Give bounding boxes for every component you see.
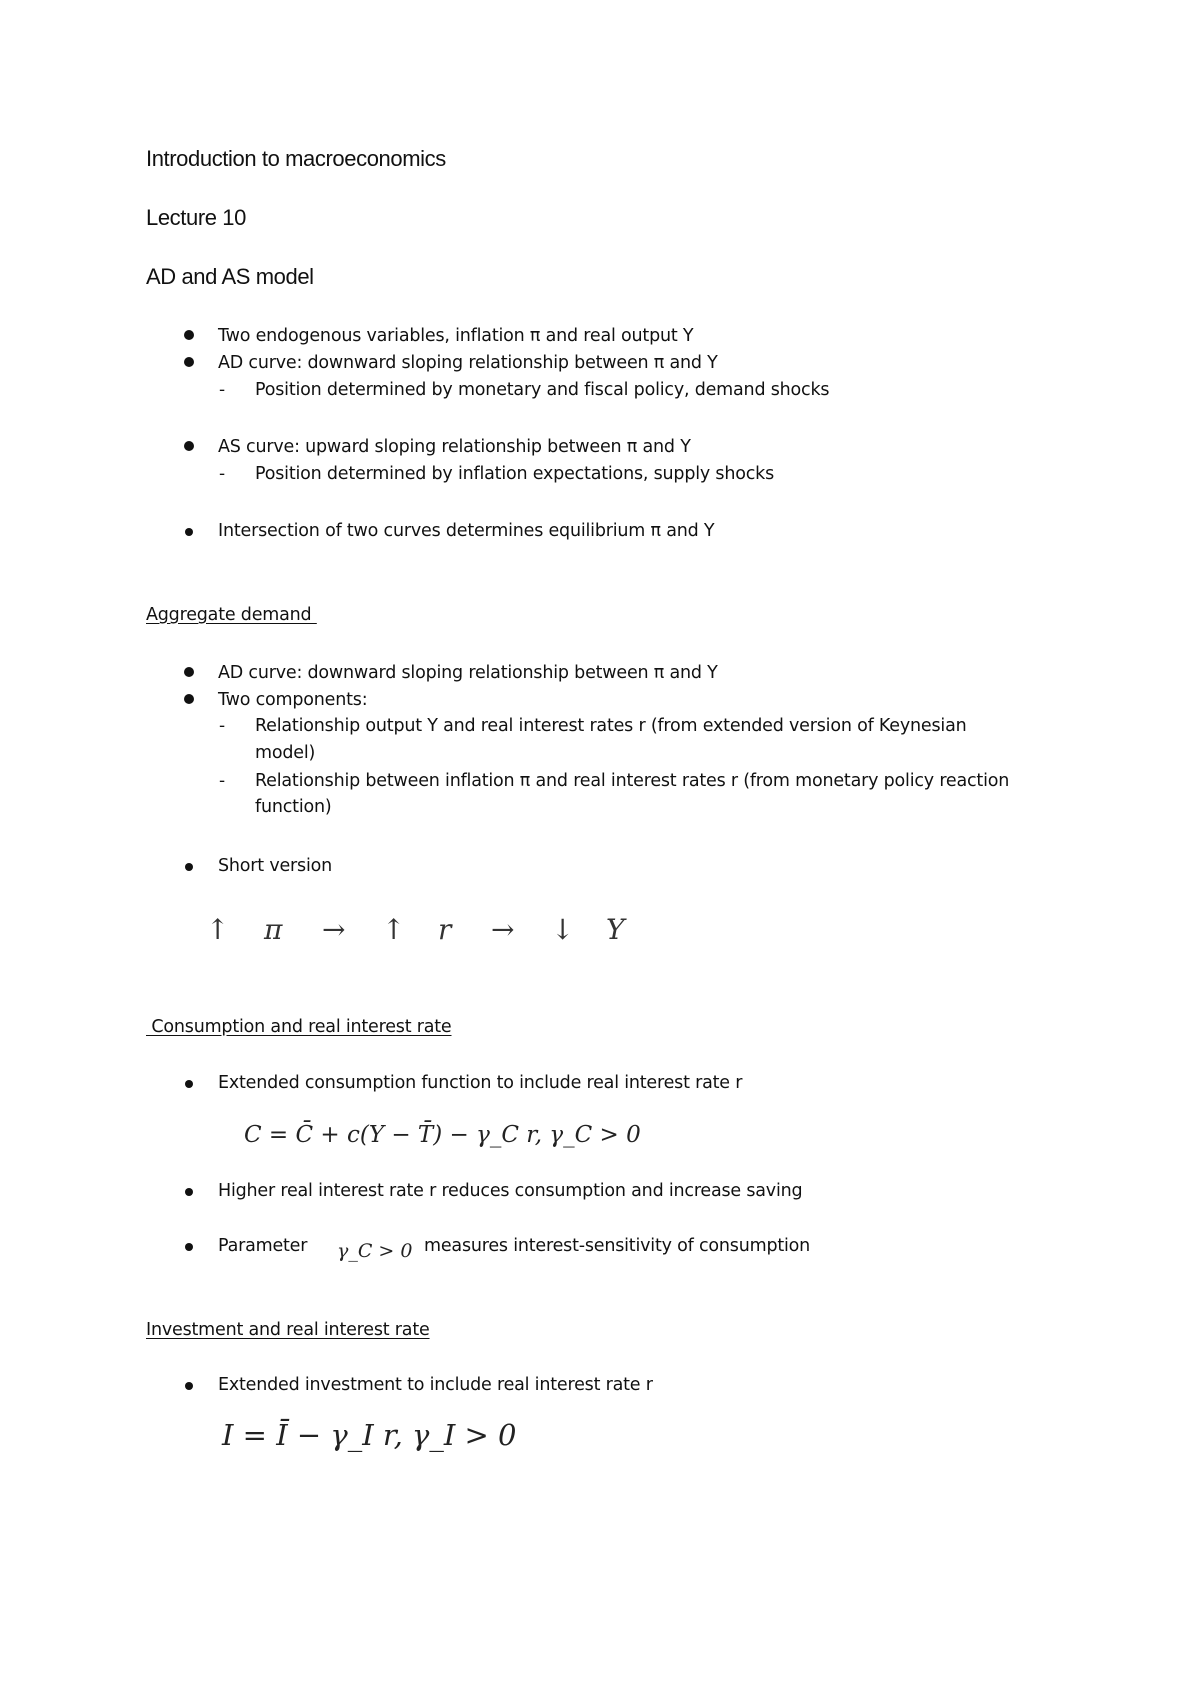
bullet-dot bbox=[184, 330, 194, 340]
consumption-bullet-2: Higher real interest rate r reduces consumption and increase saving bbox=[218, 1181, 803, 1201]
ad-as-bullet-2-sub: Position determined by monetary and fiscal policy, demand shocks bbox=[255, 380, 830, 400]
right-arrow-icon: → bbox=[322, 913, 346, 946]
investment-bullet-1: Extended investment to include real interest rate r bbox=[218, 1375, 653, 1395]
ad-as-bullet-3-sub: Position determined by inflation expectations, supply shocks bbox=[255, 464, 774, 484]
bullet-dot bbox=[185, 1080, 193, 1088]
dash-marker: - bbox=[219, 716, 226, 736]
up-arrow-icon: ↑ bbox=[382, 913, 406, 946]
consumption-heading: Consumption and real interest rate bbox=[146, 1017, 452, 1037]
investment-heading: Investment and real interest rate bbox=[146, 1320, 430, 1340]
consumption-parameter: γ_C > 0 bbox=[337, 1240, 413, 1262]
dash-marker: - bbox=[219, 380, 226, 400]
course-title: Introduction to macroeconomics bbox=[146, 146, 446, 171]
consumption-bullet-3-prefix: Parameter bbox=[218, 1236, 308, 1256]
dash-marker: - bbox=[219, 464, 226, 484]
ad-bullet-3: Short version bbox=[218, 856, 333, 876]
ad-sub-1-line-1: Relationship output Y and real interest rates r (from extended version of Keynesian bbox=[255, 716, 967, 736]
ad-as-bullet-3: AS curve: upward sloping relationship between π and Y bbox=[218, 437, 691, 457]
chain-variable-y: Y bbox=[606, 913, 625, 946]
ad-as-bullet-4: Intersection of two curves determines equilibrium π and Y bbox=[218, 521, 715, 541]
bullet-dot bbox=[185, 528, 193, 536]
ad-sub-1-line-2: model) bbox=[255, 743, 316, 763]
bullet-dot bbox=[185, 863, 193, 871]
bullet-dot bbox=[185, 1188, 193, 1196]
bullet-dot bbox=[184, 441, 194, 451]
consumption-bullet-3-suffix: measures interest-sensitivity of consumption bbox=[424, 1236, 811, 1256]
investment-equation: I = Ī − γ_I r, γ_I > 0 bbox=[222, 1418, 517, 1452]
ad-as-bullet-1: Two endogenous variables, inflation π and real output Y bbox=[218, 326, 694, 346]
ad-sub-2-line-1: Relationship between inflation π and real interest rates r (from monetary policy reaction bbox=[255, 771, 1010, 791]
bullet-dot bbox=[185, 1243, 193, 1251]
ad-bullet-2: Two components: bbox=[218, 690, 368, 710]
bullet-dot bbox=[185, 1382, 193, 1390]
chain-variable-r: r bbox=[438, 913, 452, 946]
aggregate-demand-heading: Aggregate demand bbox=[146, 605, 317, 625]
ad-sub-2-line-2: function) bbox=[255, 797, 332, 817]
bullet-dot bbox=[184, 357, 194, 367]
down-arrow-icon: ↓ bbox=[551, 913, 575, 946]
bullet-dot bbox=[184, 694, 194, 704]
ad-bullet-1: AD curve: downward sloping relationship between π and Y bbox=[218, 663, 718, 683]
chain-variable-pi: π bbox=[264, 913, 283, 946]
right-arrow-icon: → bbox=[491, 913, 515, 946]
bullet-dot bbox=[184, 667, 194, 677]
topic-title: AD and AS model bbox=[146, 264, 314, 289]
dash-marker: - bbox=[219, 771, 226, 791]
consumption-bullet-1: Extended consumption function to include real interest rate r bbox=[218, 1073, 743, 1093]
up-arrow-icon: ↑ bbox=[206, 913, 230, 946]
lecture-number: Lecture 10 bbox=[146, 205, 246, 230]
ad-as-bullet-2: AD curve: downward sloping relationship between π and Y bbox=[218, 353, 718, 373]
consumption-equation: C = C̄ + c(Y − T̄) − γ_C r, γ_C > 0 bbox=[244, 1122, 641, 1148]
